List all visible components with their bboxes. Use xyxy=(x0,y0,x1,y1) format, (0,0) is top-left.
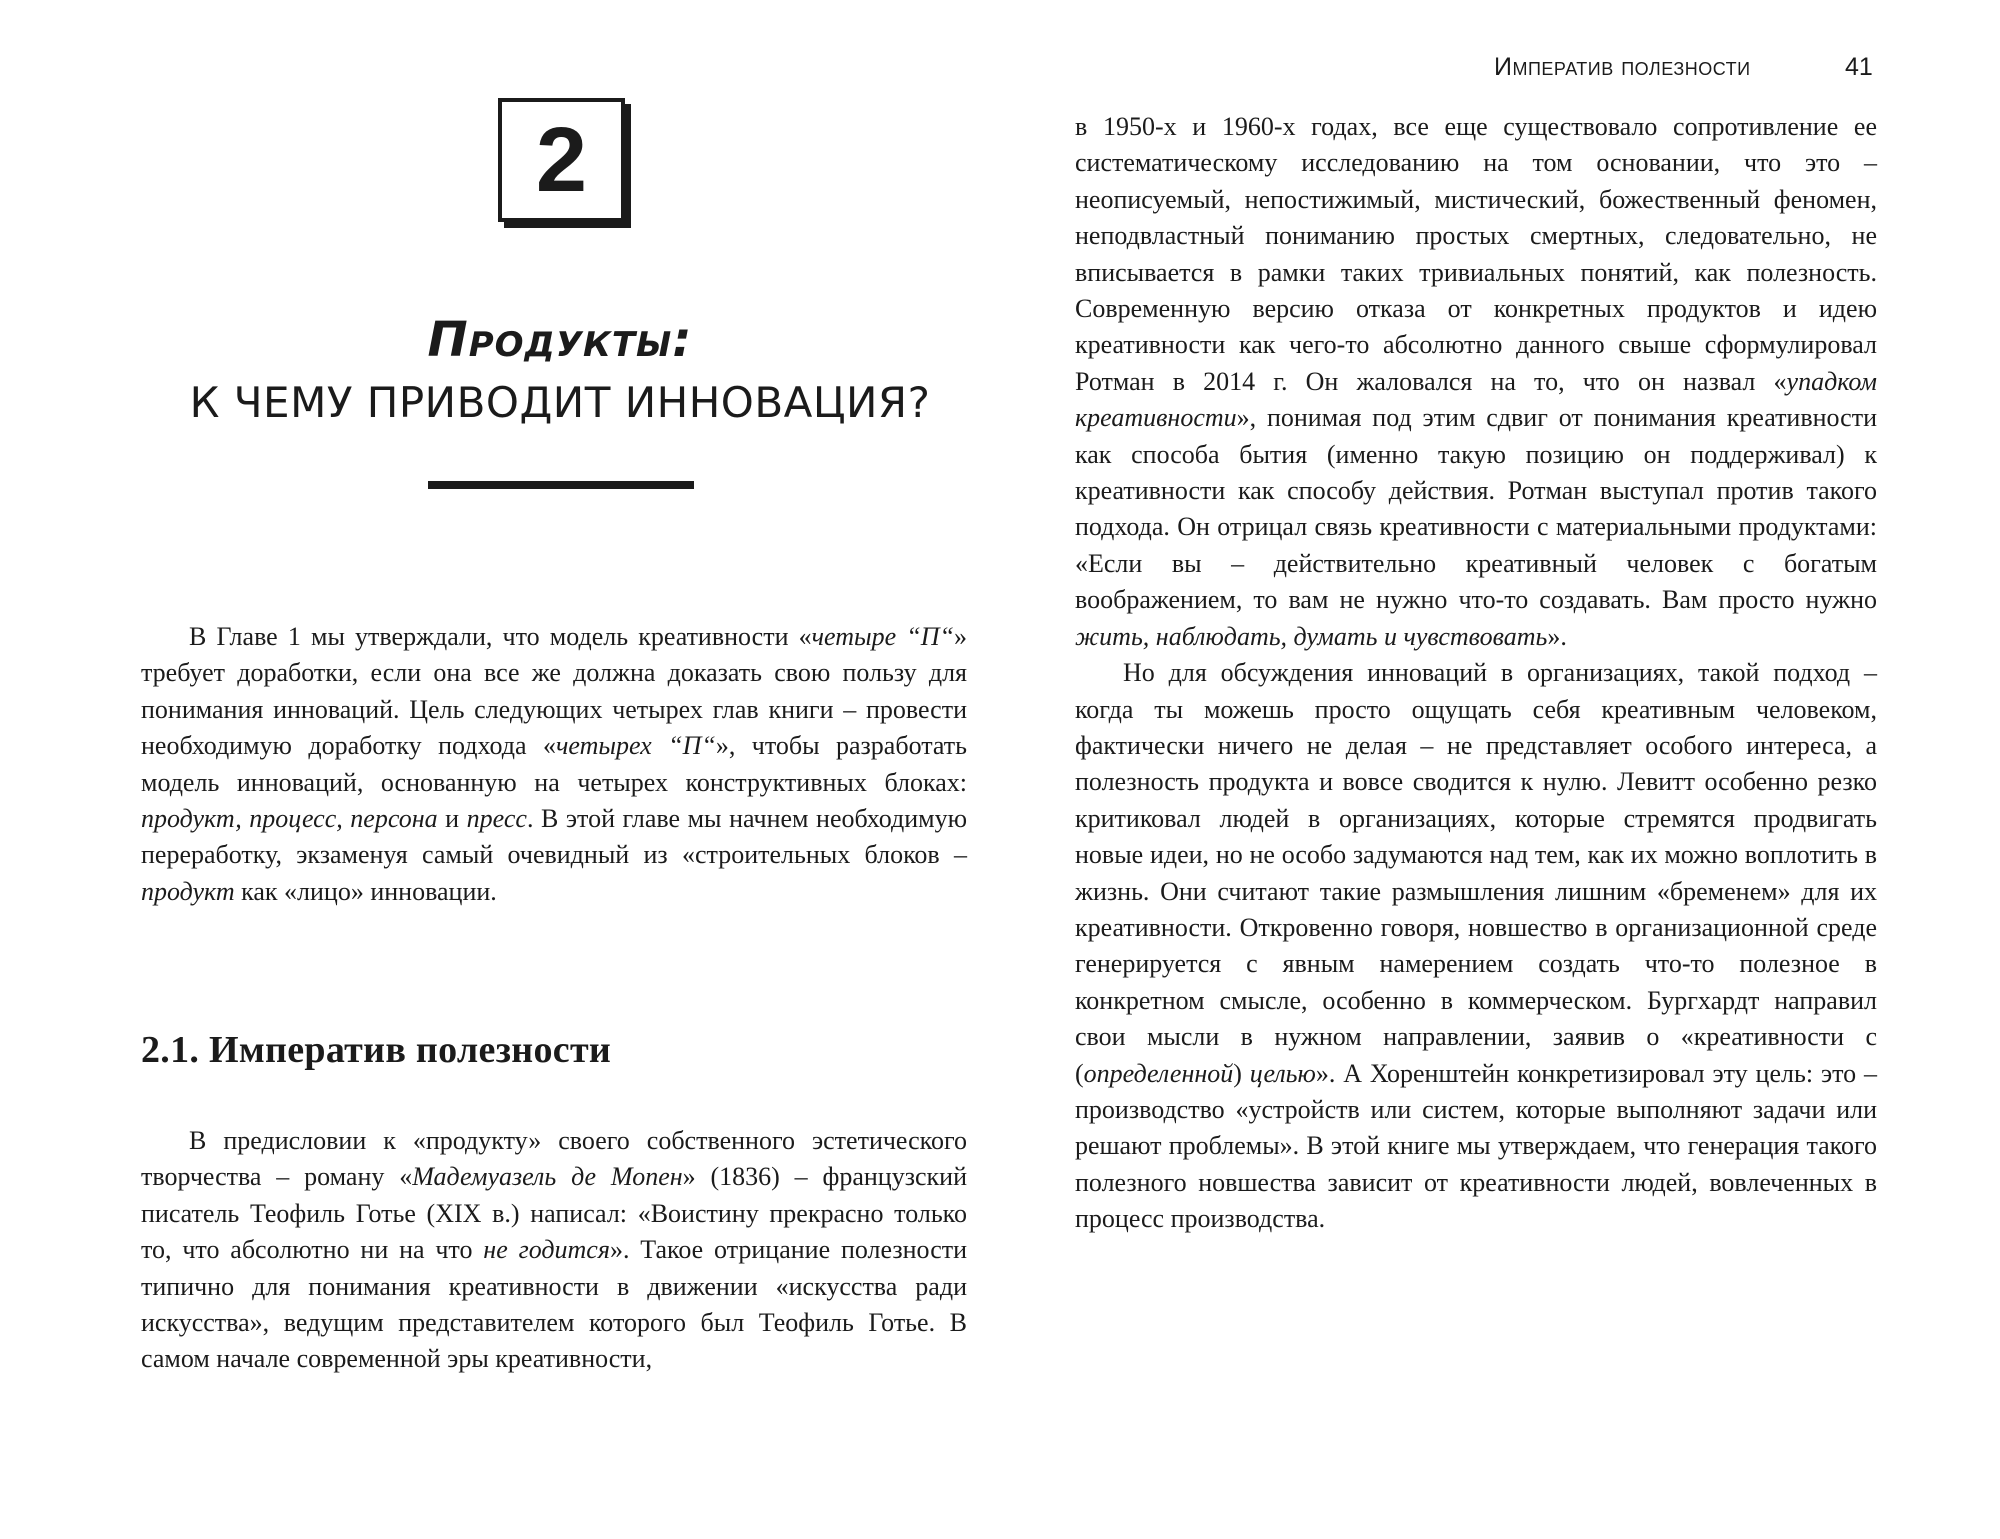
section-text: В предисловии к «продукту» своего собственного эстетического творчества – роману «Мадемуазель де Мопен» (1836) – французский писатель Теофиль Готье (XIX в.) написал: «Воистину прекрасно только то, что абсолютно ни на что не годится». Такое отрицание полезности типично для понимания креативности в движении «искусства ради искусства», ведущим представителем которого был Теофиль Готье. В самом начале современной эры креативности, xyxy=(141,1126,968,1374)
chapter-title-main: Продукты: xyxy=(427,312,693,368)
title-divider xyxy=(428,481,694,489)
section-heading: 2.1. Императив полезности xyxy=(141,1029,612,1071)
page-number: 41 xyxy=(1845,53,1873,81)
running-head: Императив полезности xyxy=(1494,53,1751,81)
chapter-number-box xyxy=(498,98,625,222)
chapter-title xyxy=(140,312,980,432)
right-paragraph-1: в 1950-х и 1960-х годах, все еще существовало сопротивление ее систематическому исследованию на том основании, что это – неописуемый, непостижимый, мистический, божественный феномен, неподвластный пониманию простых смертных, следовательно, не вписывается в рамки таких тривиальных понятий, как полезность. Современную версию отказа от конкретных продуктов и идею креативности как чего-то абсолютно данного свыше сформулировал Ротман в 2014 г. Он жаловался на то, что он назвал «упадком креативности», понимая под этим сдвиг от понимания креативности как способа бытия (именно такую позицию он поддерживал) к креативности как способу действия. Ротман выступал против такого подхода. Он отрицал связь креативности с материальными продуктами: «Если вы – действительно креативный человек с богатым воображением, то вам не нужно что-то создавать. Вам просто нужно жить, наблюдать, думать и чувствовать». xyxy=(1075,112,1877,651)
section-paragraph xyxy=(141,1123,967,1378)
intro-paragraph xyxy=(141,619,967,910)
chapter-title-subtitle: К ЧЕМУ ПРИВОДИТ ИННОВАЦИЯ? xyxy=(189,378,931,427)
right-paragraph-2: Но для обсуждения инноваций в организациях, такой подход – когда ты можешь просто ощущать себя креативным человеком, фактически ничего не делая – не представляет особого интереса, а полезность продукта и вовсе сводится к нулю. Левитт особенно резко критиковал людей в организациях, которые стремятся продвигать новые идеи, но не особо задумаются над тем, как их можно воплотить в жизнь. Они считают такие размышления лишним «бременем» для их креативности. Откровенно говоря, новшество в организационной среде генерируется с явным намерением создать что-то полезное в конкретном смысле, особенно в коммерческом. Бургхардт направил свои мысли в нужном направлении, заявив о «креативности с (определенной) целью». А Хоренштейн конкретизировал эту цель: это – производство «устройств или систем, которые выполняют задачи или решают проблемы». В этой книге мы утверждаем, что генерация такого полезного новшества зависит от креативности людей, вовлеченных в процесс производства. xyxy=(1075,658,1877,1234)
chapter-number: 2 xyxy=(535,109,588,211)
right-page-body xyxy=(1075,109,1877,1238)
intro-text: В Главе 1 мы утверждали, что модель креативности «четыре “П“» требует доработки, если она все же должна доказать свою пользу для понимания инноваций. Цель следующих четырех глав книги – провести необходимую доработку подхода «четырех “П“», чтобы разработать модель инноваций, основанную на четырех конструктивных блоках: продукт, процесс, персона и пресс. В этой главе мы начнем необходимую переработку, экзаменуя самый очевидный из «строительных блоков – продукт как «лицо» инновации. xyxy=(141,622,968,906)
